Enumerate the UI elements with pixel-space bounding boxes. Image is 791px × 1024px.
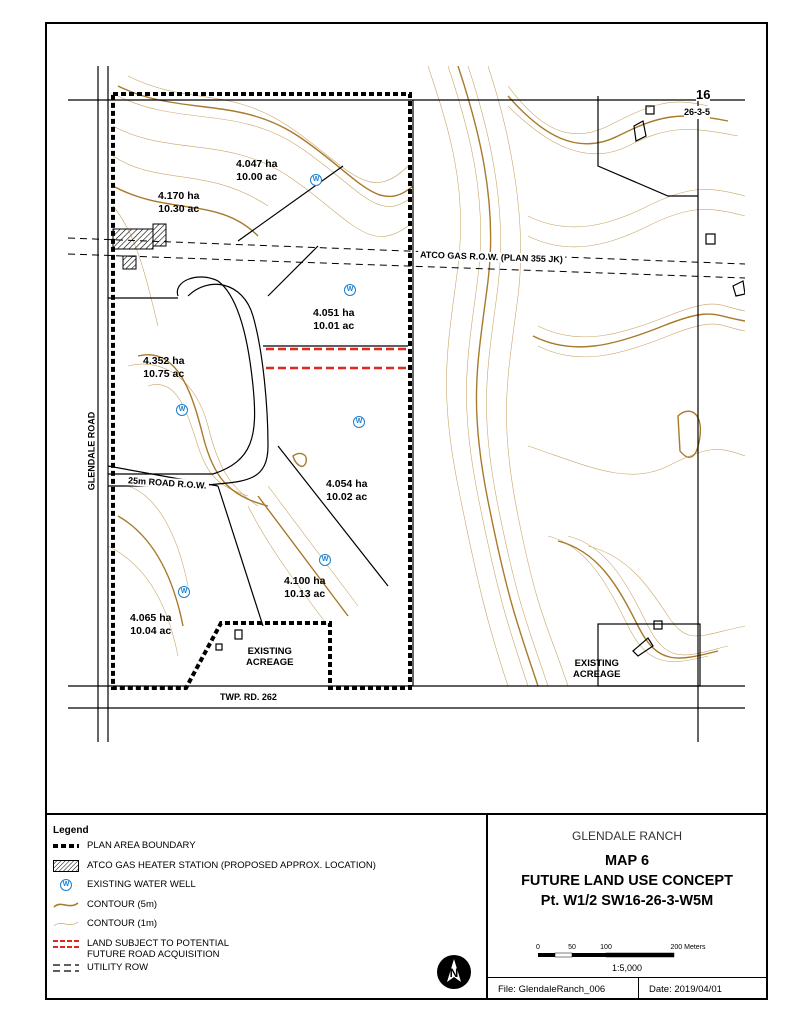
map-graphics xyxy=(68,66,745,742)
parcel-label: 4.100 ha 10.13 ac xyxy=(284,575,326,600)
water-well-icon: W xyxy=(319,554,331,566)
parcel-label: 4.065 ha 10.04 ac xyxy=(130,612,172,637)
parcel-label: 4.047 ha 10.00 ac xyxy=(236,158,278,183)
legend xyxy=(45,815,488,1000)
road-row-label: 25m ROAD R.O.W. xyxy=(127,475,207,491)
legend-item: UTILITY ROW xyxy=(53,962,478,982)
parcel-label: 4.352 ha 10.75 ac xyxy=(143,355,185,380)
map-number: MAP 6 xyxy=(604,853,650,869)
section-sub: 26-3-5 xyxy=(684,107,711,117)
utility-row-icon xyxy=(53,962,79,974)
legend-item: CONTOUR (5m) xyxy=(53,899,478,919)
parcel-label: 4.170 ha 10.30 ac xyxy=(158,190,200,215)
svg-text:1:5,000: 1:5,000 xyxy=(611,963,643,973)
svg-text:200 Meters: 200 Meters xyxy=(670,944,706,951)
organization-name: GLENDALE RANCH xyxy=(571,829,683,843)
svg-text:100: 100 xyxy=(600,944,612,951)
atco-row-label: ATCO GAS R.O.W. (PLAN 355 JK) xyxy=(419,249,563,265)
existing-acreage-label: EXISTING ACREAGE xyxy=(246,646,294,668)
legend-title: Legend xyxy=(53,825,89,836)
existing-acreage-label: EXISTING ACREAGE xyxy=(573,658,621,680)
bottom-panel xyxy=(45,813,768,1000)
svg-text:50: 50 xyxy=(568,944,576,951)
contour-5m-icon xyxy=(53,899,79,911)
parcel-label: 4.054 ha 10.02 ac xyxy=(326,478,368,503)
contour-1m-icon xyxy=(53,918,79,930)
map-date: Date: 2019/04/01 xyxy=(649,983,722,995)
legend-item: W EXISTING WATER WELL xyxy=(53,879,478,899)
water-well-icon: W xyxy=(178,586,190,598)
legend-item: ATCO GAS HEATER STATION (PROPOSED APPROX. LOCATION) xyxy=(53,860,478,880)
twp-rd-label: TWP. RD. 262 xyxy=(220,692,277,702)
road-acquisition-icon xyxy=(53,938,79,950)
glendale-road-label: GLENDALE ROAD xyxy=(86,411,97,491)
section-number: 16 xyxy=(696,87,711,102)
north-arrow-icon xyxy=(437,955,471,989)
hatched-box-icon xyxy=(53,860,79,872)
water-well-icon: W xyxy=(176,404,188,416)
map-location: Pt. W1/2 SW16-26-3-W5M xyxy=(540,893,714,909)
svg-text:N: N xyxy=(449,966,459,980)
svg-text:0: 0 xyxy=(536,944,540,951)
legend-item: PLAN AREA BOUNDARY xyxy=(53,840,478,860)
map-title: FUTURE LAND USE CONCEPT xyxy=(521,873,733,889)
water-well-icon: W xyxy=(310,174,322,186)
legend-item: LAND SUBJECT TO POTENTIAL FUTURE ROAD ACQUISITION xyxy=(53,938,478,962)
water-well-icon: W xyxy=(353,416,365,428)
title-footer xyxy=(488,977,766,1000)
water-well-icon: W xyxy=(53,879,79,891)
parcel-label: 4.051 ha 10.01 ac xyxy=(313,307,355,332)
file-name: File: GlendaleRanch_006 xyxy=(488,978,639,1000)
legend-item: CONTOUR (1m) xyxy=(53,918,478,938)
title-block xyxy=(488,815,766,1000)
boundary-icon xyxy=(53,840,79,852)
water-well-icon: W xyxy=(344,284,356,296)
map-area xyxy=(68,66,745,742)
